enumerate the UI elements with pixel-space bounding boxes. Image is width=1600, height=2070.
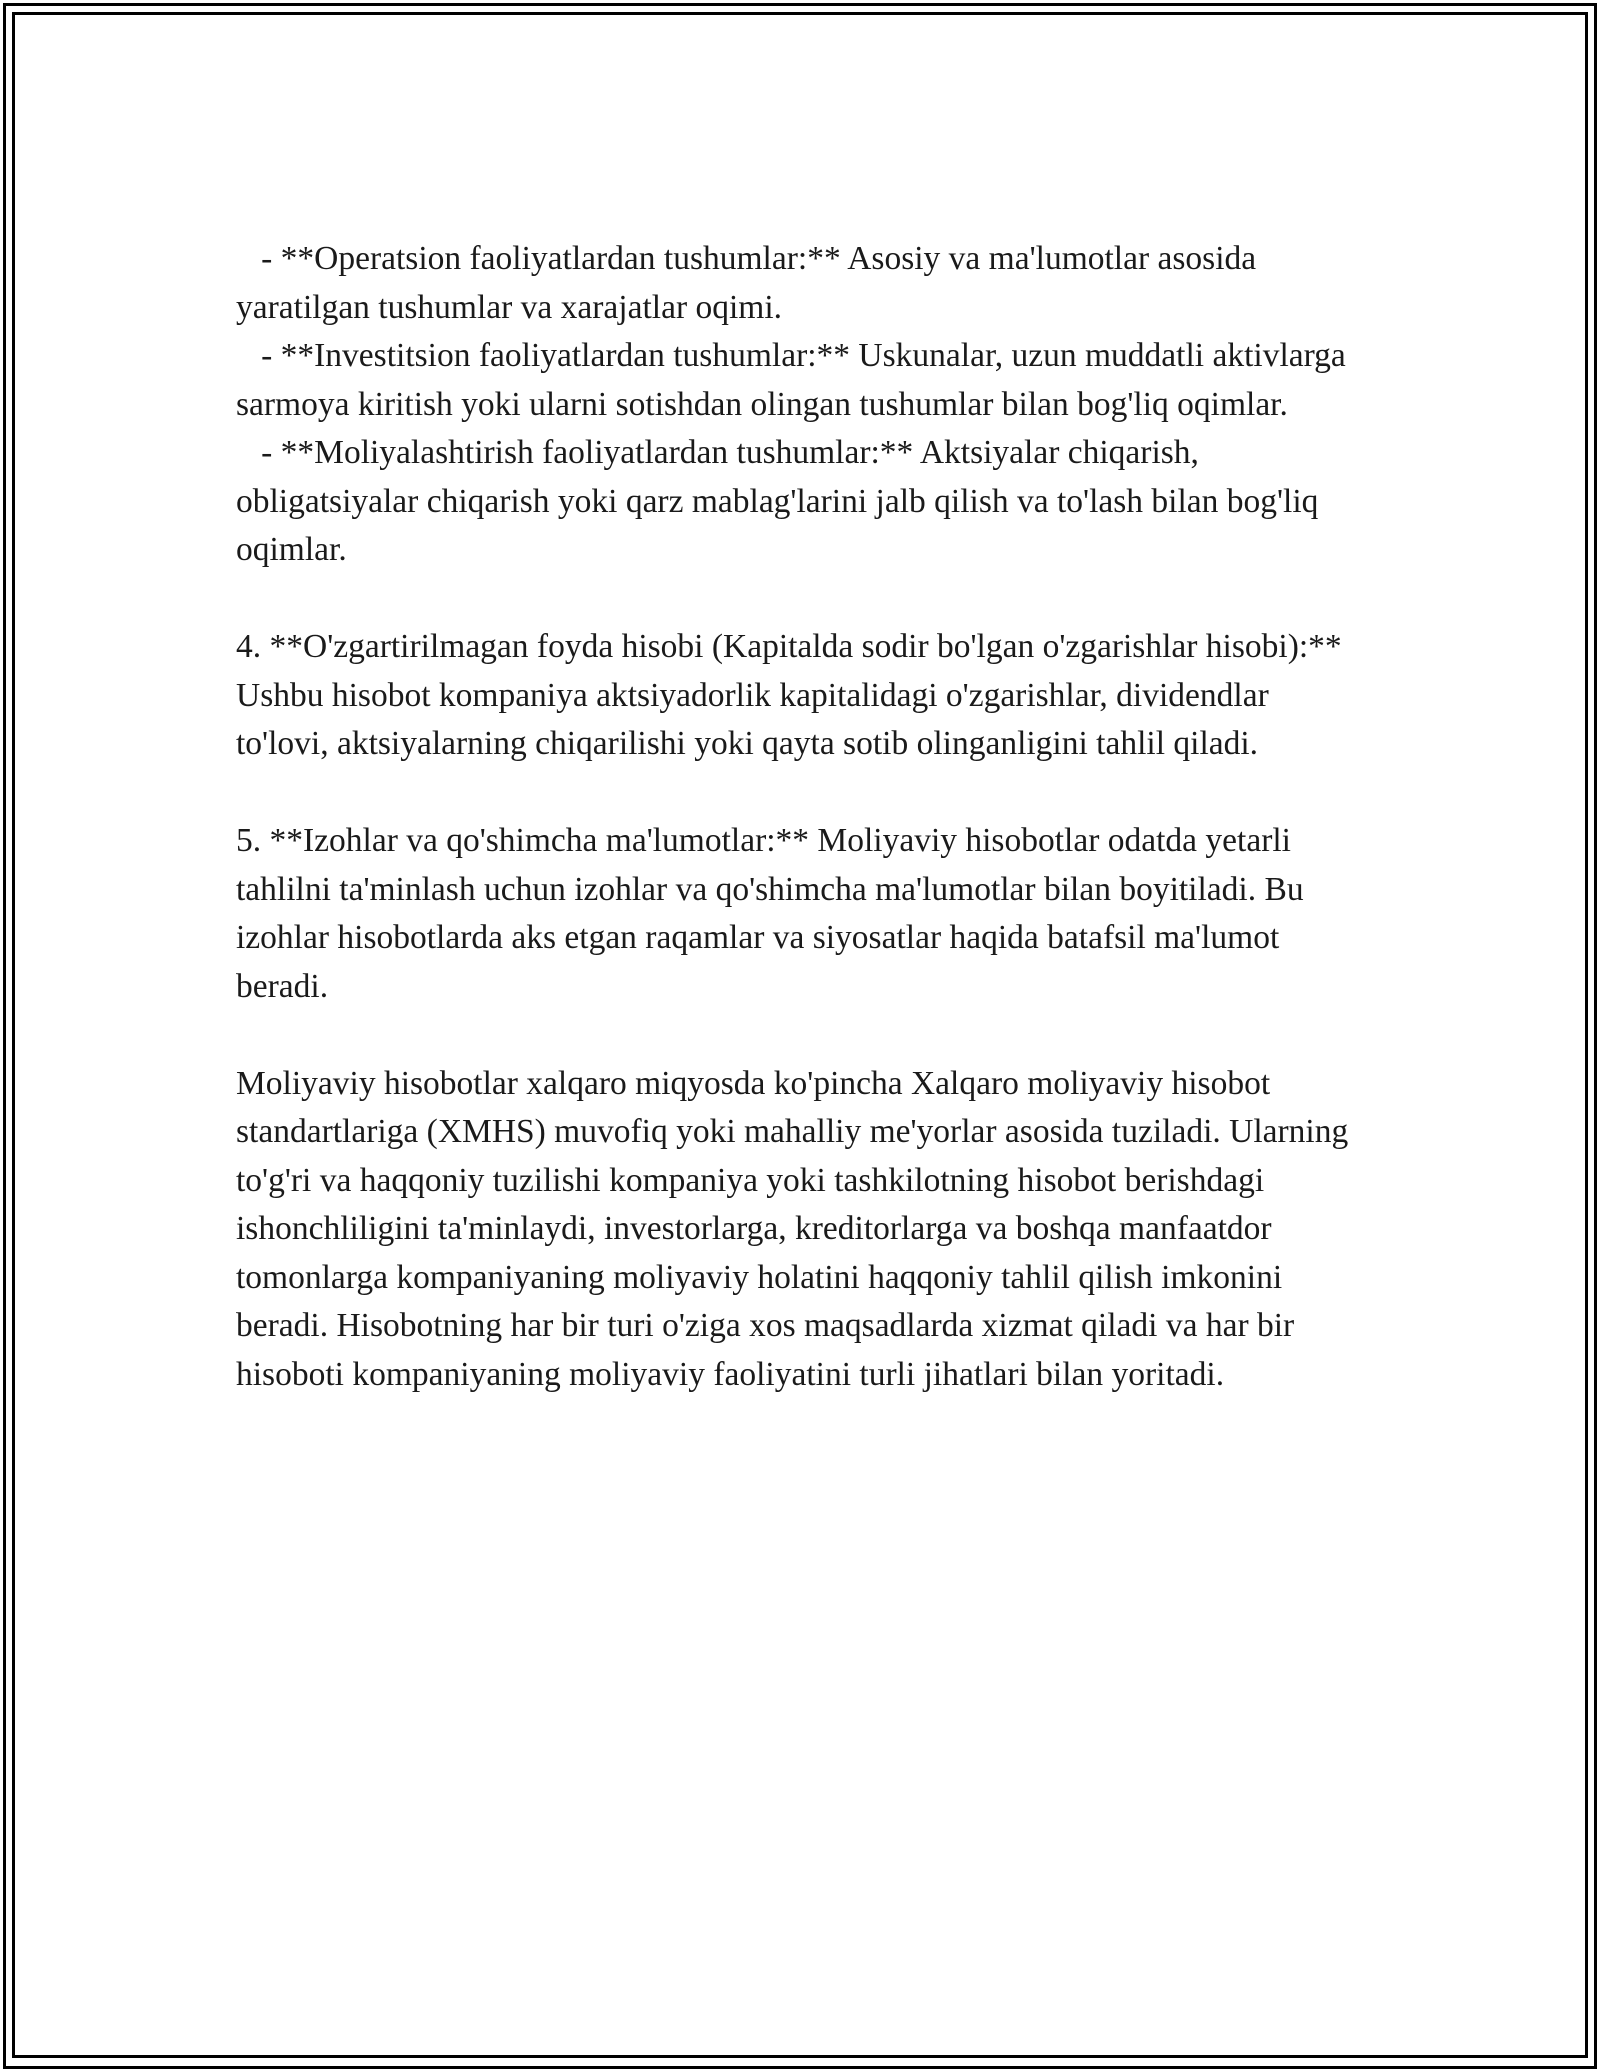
cash-flow-investing-item: - **Investitsion faoliyatlardan tushumlar:** Uskunalar, uzun muddatli aktivlarga sarmoya kiritish yoki ularni sotishdan olingan tushumlar bilan bog'liq oqimlar. xyxy=(236,337,1355,423)
list-item-notes: 5. **Izohlar va qo'shimcha ma'lumotlar:** Moliyaviy hisobotlar odatda yetarli tahlilni ta'minlash uchun izohlar va qo'shimcha ma'lumotlar bilan boyitiladi. Bu izohlar hisobotlarda aks etgan raqamlar va siyosatlar haqida batafsil ma'lumot beradi. xyxy=(236,822,1312,1005)
paragraph-spacer xyxy=(236,1011,1366,1060)
cash-flow-financing-item: - **Moliyalashtirish faoliyatlardan tushumlar:** Aktsiyalar chiqarish, obligatsiyalar chiqarish yoki qarz mablag'larini jalb qilish va to'lash bilan bog'liq oqimlar. xyxy=(236,434,1327,568)
paragraph-spacer xyxy=(236,769,1366,818)
closing-paragraph: Moliyaviy hisobotlar xalqaro miqyosda ko'pincha Xalqaro moliyaviy hisobot standartlariga (XMHS) muvofiq yoki mahalliy me'yorlar asosida tuziladi. Ularning to'g'ri va haqqoniy tuzilishi kompaniya yoki tashkilotning hisobot berishdagi ishonchliligini ta'minlaydi, investorlarga, kreditorlarga va boshqa manfaatdor tomonlarga kompaniyaning moliyaviy holatini haqqoniy tahlil qilish imkonini beradi. Hisobotning har bir turi o'ziga xos maqsadlarda xizmat qiladi va har bir hisoboti kompaniyaning moliyaviy faoliyatini turli jihatlari bilan yoritadi. xyxy=(236,1064,1357,1393)
paragraph-spacer xyxy=(236,575,1366,624)
cash-flow-operating-item: - **Operatsion faoliyatlardan tushumlar:** Asosiy va ma'lumotlar asosida yaratilgan tushumlar va xarajatlar oqimi. xyxy=(236,240,1265,326)
document-body xyxy=(236,235,1366,1399)
list-item-retained-earnings: 4. **O'zgartirilmagan foyda hisobi (Kapitalda sodir bo'lgan o'zgarishlar hisobi):** Ushbu hisobot kompaniya aktsiyadorlik kapitalidagi o'zgarishlar, dividendlar to'lovi, aktsiyalarning chiqarilishi yoki qayta sotib olinganligini tahlil qiladi. xyxy=(236,628,1351,762)
